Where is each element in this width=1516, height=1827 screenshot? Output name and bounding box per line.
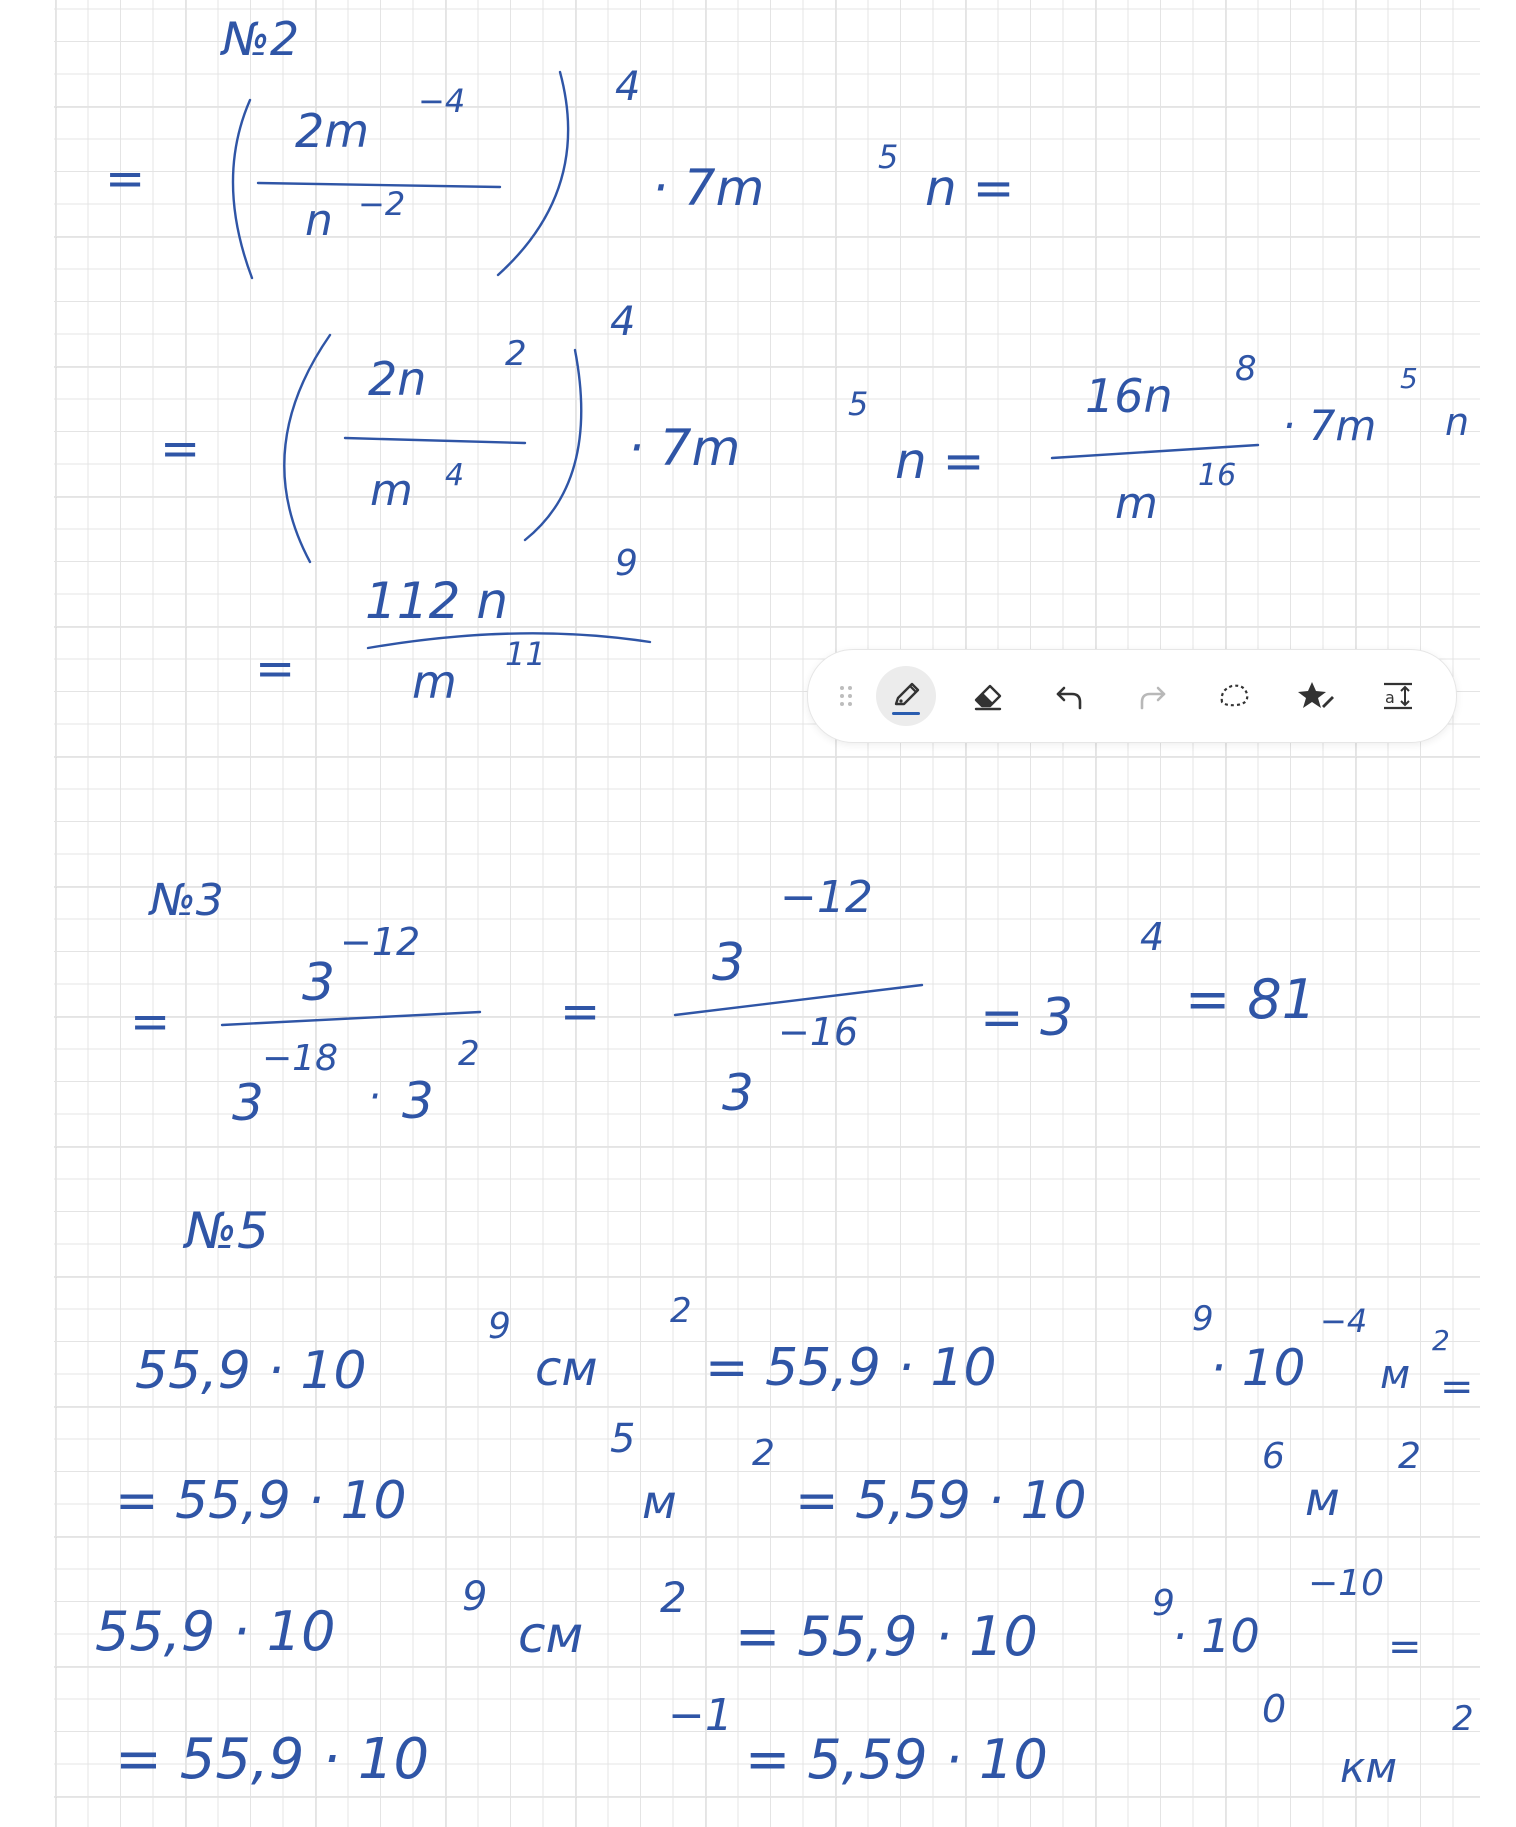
task2-line2-tail-exp: 5: [1400, 362, 1418, 395]
task2-line3-den: m: [412, 655, 457, 709]
pen-color-indicator: [892, 712, 920, 715]
task2-line1-num: 2m: [295, 104, 370, 158]
task3-num2: 3: [712, 933, 746, 993]
task2-line2-num-exp: 2: [505, 334, 527, 374]
task2-line1-eq: =: [105, 151, 146, 207]
fraction-bar: [1052, 445, 1258, 458]
paren-left: [284, 335, 330, 562]
task2-line2-frac-num: 16n: [1085, 369, 1173, 423]
task5-row1-end: =: [1440, 1364, 1474, 1410]
task2-line2-frac-num-exp: 8: [1235, 349, 1257, 389]
task5-row3-a-unit: см: [518, 1606, 584, 1664]
task5-row2-b-exp: 6: [1262, 1436, 1285, 1477]
task2-line3-num-exp: 9: [615, 543, 638, 584]
task2-line3-den-exp: 11: [505, 635, 546, 673]
task3-den3: 3: [722, 1064, 754, 1122]
drag-handle-icon[interactable]: [840, 686, 852, 706]
task5-row2-b-unit-exp: 2: [1398, 1436, 1421, 1477]
task2-line1-den-exp: −2: [358, 185, 406, 223]
paren-right: [498, 72, 568, 275]
task2-line2-den: m: [370, 465, 413, 516]
task5-block: [95, 1202, 1474, 1792]
task3-block: [130, 872, 1316, 1132]
task2-line2-mid: · 7m: [628, 419, 741, 477]
task5-row3-a-unit-exp: 2: [660, 1573, 687, 1622]
task2-line2-frac-den-exp: 16: [1198, 458, 1237, 493]
task2-line1-tail-end: n =: [925, 159, 1015, 217]
task2-line3-eq: =: [255, 641, 296, 697]
paren-left: [233, 100, 252, 278]
task2-line2-frac-den: m: [1115, 478, 1158, 529]
star-pen-icon: [1296, 676, 1336, 716]
task2-line1-tail-exp: 5: [878, 138, 899, 176]
task5-row3-b-exp: 9: [1152, 1583, 1175, 1624]
task3-den3-exp: −16: [778, 1010, 859, 1054]
task2-line2-mid-exp: 5: [848, 385, 869, 423]
task3-eq1: =: [130, 994, 171, 1050]
task3-num2-exp: −12: [780, 872, 873, 923]
svg-text:a: a: [1385, 688, 1395, 707]
task5-row1-eq: = 55,9 · 10: [705, 1338, 997, 1398]
task2-line2-num: 2n: [368, 352, 427, 406]
task2-line2-mid-end: n =: [895, 432, 985, 490]
task5-row4-b-exp: 0: [1262, 1687, 1287, 1731]
task3-den2-exp: 2: [458, 1034, 480, 1074]
task3-eq2: =: [560, 984, 601, 1040]
task2-block: [105, 12, 1469, 709]
task5-row2-a-exp: 5: [610, 1416, 636, 1462]
task3-num-exp: −12: [340, 920, 421, 964]
task5-row4-a-exp: −1: [668, 1690, 733, 1741]
task3-den2: 3: [402, 1072, 434, 1130]
task5-row4-eq: = 55,9 · 10: [115, 1727, 430, 1792]
task5-row4-eq2: = 5,59 · 10: [745, 1728, 1048, 1791]
task2-line1-outer-exp: 4: [615, 64, 641, 110]
lasso-icon: [1214, 676, 1254, 716]
task5-row3-b-mid: · 10: [1172, 1609, 1260, 1663]
redo-button[interactable]: [1122, 666, 1182, 726]
text-size-button[interactable]: [1368, 666, 1428, 726]
pen-tool-button[interactable]: [876, 666, 936, 726]
task5-row1-b-exp: 9: [1192, 1299, 1214, 1339]
task5-row1-a-unit-exp: 2: [670, 1291, 692, 1331]
redo-icon: [1132, 676, 1172, 716]
fraction-bar: [222, 1012, 480, 1025]
task5-row2-eq: = 55,9 · 10: [115, 1471, 407, 1531]
task2-line1-num-exp: −4: [418, 82, 466, 120]
favorite-pen-button[interactable]: [1286, 666, 1346, 726]
paren-right: [525, 350, 581, 540]
eraser-icon: [968, 676, 1008, 716]
text-size-icon: [1378, 676, 1418, 716]
fraction-bar: [345, 438, 525, 443]
task2-line2-den-exp: 4: [445, 458, 465, 493]
task5-row2-eq2: = 5,59 · 10: [795, 1471, 1087, 1531]
task3-final: = 81: [1185, 968, 1317, 1031]
task3-den-dot: ·: [368, 1074, 381, 1120]
task3-result-exp: 4: [1140, 915, 1165, 959]
pen-toolbar: [807, 649, 1457, 743]
task5-row1-a-exp: 9: [488, 1306, 511, 1347]
task5-row3-a: 55,9 · 10: [95, 1600, 336, 1663]
task5-row1-a-unit: см: [535, 1341, 598, 1397]
task5-row2-a-unit: м: [642, 1475, 677, 1529]
task2-heading: №2: [222, 12, 300, 66]
task5-row3-end: =: [1388, 1624, 1422, 1670]
task5-row1-b-mid: · 10: [1210, 1339, 1306, 1397]
task2-line3-num: 112 n: [365, 572, 509, 630]
task2-line2-outer-exp: 4: [610, 299, 636, 345]
lasso-tool-button[interactable]: [1204, 666, 1264, 726]
task3-num: 3: [302, 953, 336, 1013]
task2-line2-tail-end: n: [1445, 400, 1470, 444]
undo-button[interactable]: [1040, 666, 1100, 726]
task5-row1-a: 55,9 · 10: [135, 1341, 367, 1401]
task5-row1-b-unit: м: [1380, 1352, 1411, 1398]
task5-row4-b-unit-exp: 2: [1452, 1699, 1474, 1739]
task5-heading: №5: [185, 1202, 269, 1260]
task5-row3-eq: = 55,9 · 10: [735, 1605, 1038, 1668]
task3-heading: №3: [150, 875, 224, 926]
task2-line2-eq: =: [160, 421, 201, 477]
eraser-tool-button[interactable]: [958, 666, 1018, 726]
task3-den1: 3: [232, 1074, 264, 1132]
task5-row1-b-unit-exp: 2: [1432, 1324, 1450, 1357]
task3-den1-exp: −18: [262, 1038, 338, 1079]
task5-row4-b-unit: км: [1340, 1743, 1398, 1792]
task5-row3-a-exp: 9: [462, 1574, 488, 1620]
task2-line1-den: n: [305, 195, 333, 246]
task2-line1-tail: · 7m: [652, 159, 765, 217]
task2-line2-tail: · 7m: [1282, 401, 1377, 450]
task5-row2-b-unit: м: [1305, 1472, 1340, 1526]
undo-icon: [1050, 676, 1090, 716]
task5-row2-a-unit-exp: 2: [752, 1433, 775, 1474]
task3-result: = 3: [980, 988, 1074, 1048]
pen-icon: [886, 676, 926, 716]
task5-row3-b-mid-exp: −10: [1308, 1563, 1384, 1604]
task5-row1-b-mid-exp: −4: [1320, 1302, 1368, 1340]
